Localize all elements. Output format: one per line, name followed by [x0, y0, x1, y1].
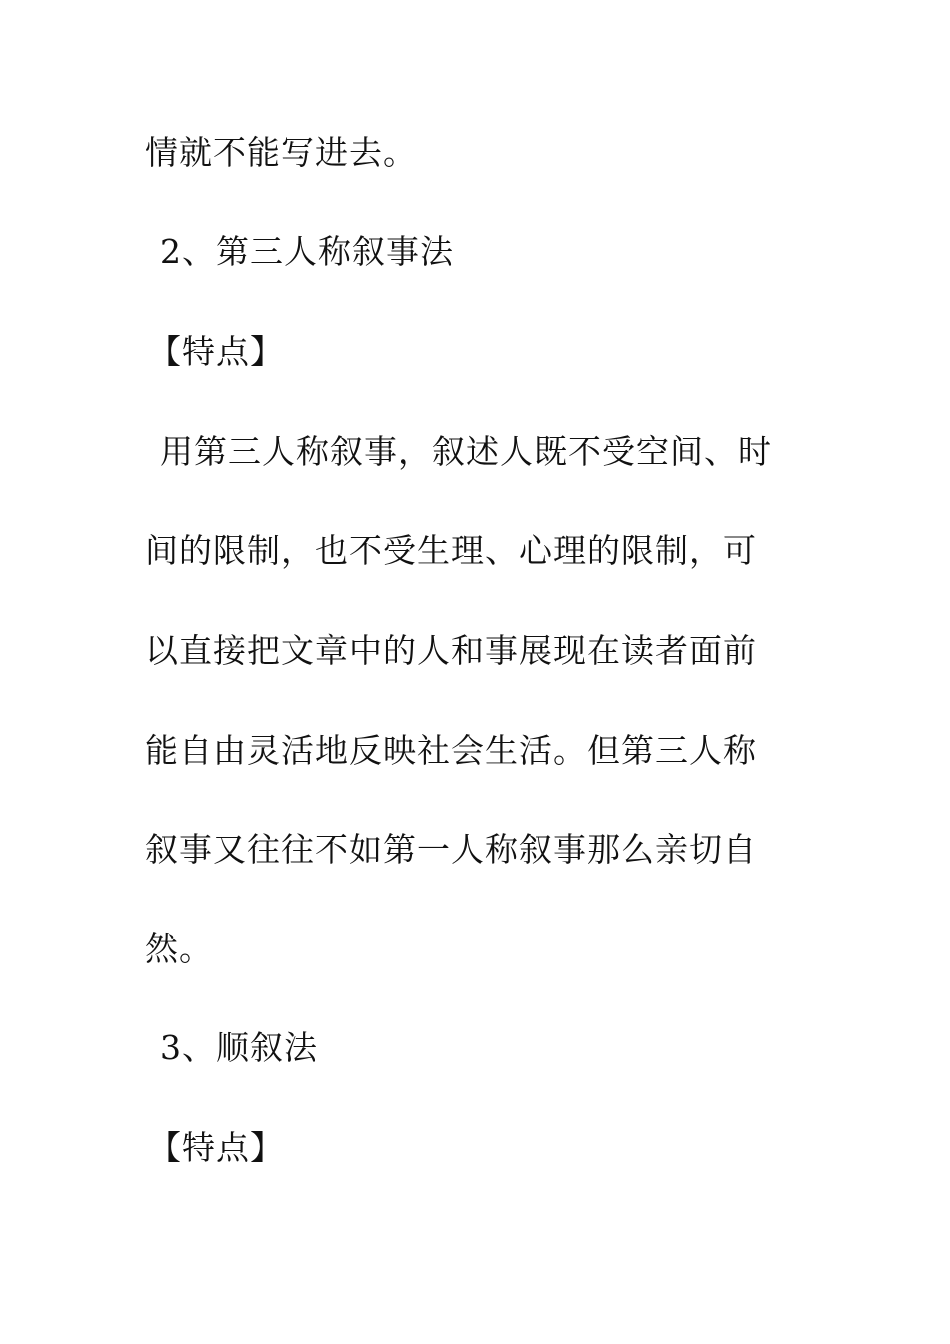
- feature-label: 【特点】: [148, 1128, 284, 1167]
- paragraph-line: 用第三人称叙事，叙述人既不受空间、时: [160, 432, 772, 471]
- paragraph-line: 间的限制，也不受生理、心理的限制，可: [145, 531, 757, 570]
- paragraph-line-continuation: 情就不能写进去。: [145, 133, 417, 172]
- paragraph-line: 叙事又往往不如第一人称叙事那么亲切自: [145, 830, 757, 869]
- paragraph-line: 然。: [145, 929, 213, 968]
- section-heading-chronological: 3、顺叙法: [160, 1028, 318, 1067]
- section-heading-third-person: 2、第三人称叙事法: [160, 232, 454, 271]
- paragraph-line: 以直接把文章中的人和事展现在读者面前: [145, 631, 757, 670]
- feature-label: 【特点】: [148, 332, 284, 371]
- paragraph-line: 能自由灵活地反映社会生活。但第三人称: [145, 731, 757, 770]
